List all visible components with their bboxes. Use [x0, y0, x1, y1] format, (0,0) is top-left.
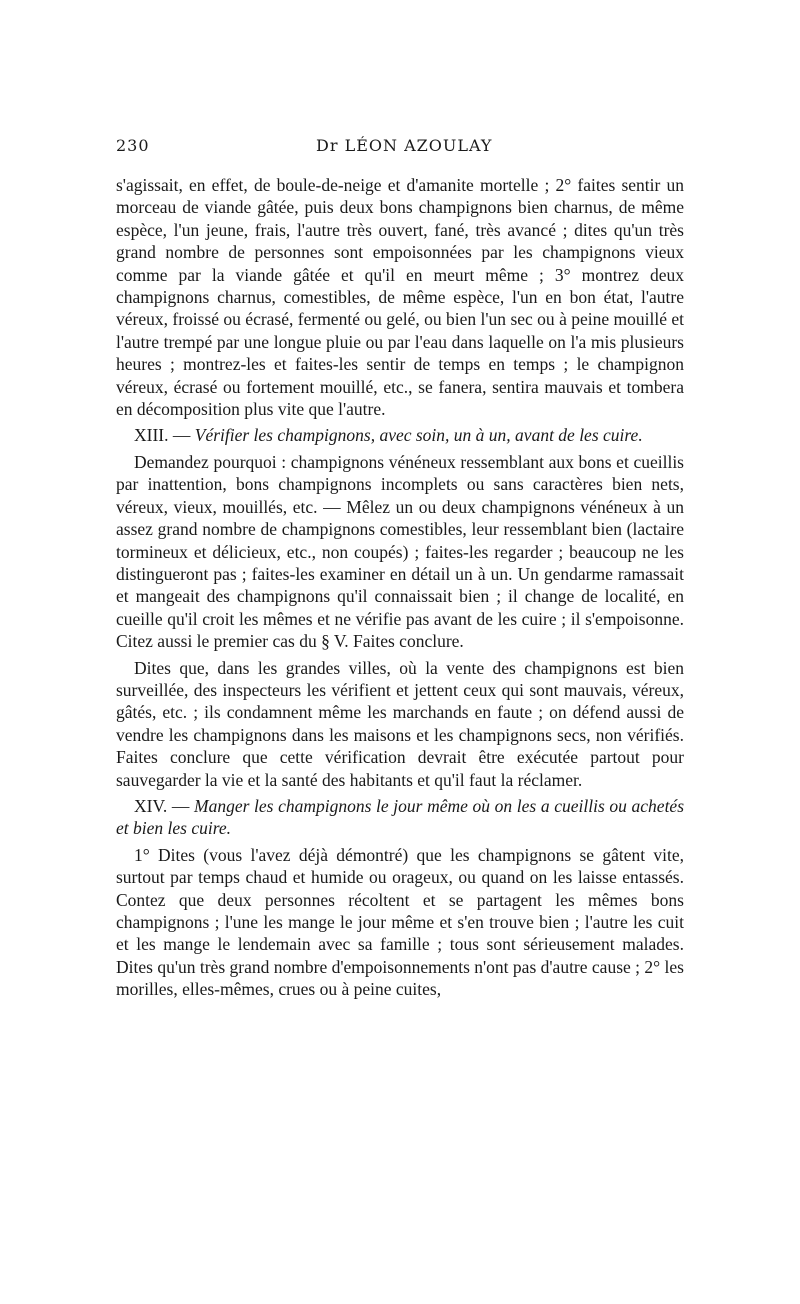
page-number: 230	[116, 136, 150, 155]
paragraph: s'agissait, en effet, de boule-de-neige et d'amanite mortelle ; 2° faites sentir un morceau de viande gâtée, puis deux bons champignons bien charnus, de même espèce, l'un jeune, frais, l'autre très ouvert, fané, très avancé ; dites qu'un très grand nombre de personnes sont empoisonnées par les champignons vieux comme par la viande gâtée et qu'il en meurt même ; 3° montrez deux champignons charnus, comestibles, de même espèce, l'un en bon état, l'autre véreux, froissé ou écrasé, fermenté ou gelé, ou bien l'un sec ou à peine mouillé et l'autre trempé par une longue pluie ou par l'eau dans laquelle on l'a mis plusieurs heures ; montrez-les et faites-les sentir de temps en temps ; le champignon véreux, écrasé ou fortement mouillé, etc., se fanera, sentira mauvais et tombera en décomposition plus vite que l'autre.	[116, 175, 684, 420]
paragraph: Demandez pourquoi : champignons vénéneux ressemblant aux bons et cueillis par inattention, bons champignons incomplets ou sans caractères bien nets, véreux, vieux, mouillés, etc. — Mêlez un ou deux champignons vénéneux à un assez grand nombre de champignons comestibles, leur ressemblant bien (lactaire tormineux et délicieux, etc., non coupés) ; faites-les regarder ; beaucoup ne les distingueront pas ; faites-les examiner en détail un à un. Un gendarme ramassait et mangeait des champignons qu'il connaissait bien ; il change de localité, en cueille qu'il croit les mêmes et ne vérifie pas avant de les cuire ; il s'empoisonne. Citez aussi le premier cas du § V. Faites conclure.	[116, 451, 684, 652]
paragraph: Dites que, dans les grandes villes, où la vente des champignons est bien surveillée, des inspecteurs les vérifient et jettent ceux qui sont mauvais, véreux, gâtés, etc. ; ils condamnent même les marchands en faute ; on défend aussi de vendre les champignons dans les maisons et les champignons secs, non vérifiés. Faites conclure que cette vérification devrait être exécutée partout pour sauvegarder la vie et la santé des habitants et qu'il faut la réclamer.	[116, 657, 684, 790]
section-heading-xiv	[116, 795, 684, 840]
section-number: XIII. —	[134, 425, 191, 446]
section-number: XIV. —	[134, 795, 190, 816]
page-header	[116, 136, 684, 160]
paragraph: 1° Dites (vous l'avez déjà démontré) que les champignons se gâtent vite, surtout par temps chaud et humide ou orageux, ou quand on les laisse entassés. Contez que deux personnes récoltent et se partagent les mêmes bons champignons ; l'une les mange le jour même et s'en trouve bien ; l'autre les cuit et les mange le lendemain avec sa famille ; tous sont sérieusement malades. Dites qu'un très grand nombre d'empoisonnements n'ont pas d'autre cause ; 2° les morilles, elles-mêmes, crues ou à peine cuites,	[116, 844, 684, 1000]
section-title: Vérifier les champignons, avec soin, un à un, avant de les cuire.	[194, 425, 643, 446]
section-heading-xiii	[116, 424, 684, 446]
section-title: Manger les champignons le jour même où on les a cueillis ou achetés et bien les cuire.	[116, 795, 685, 839]
running-head: Dr LÉON AZOULAY	[316, 136, 493, 155]
page-body	[116, 174, 684, 1001]
